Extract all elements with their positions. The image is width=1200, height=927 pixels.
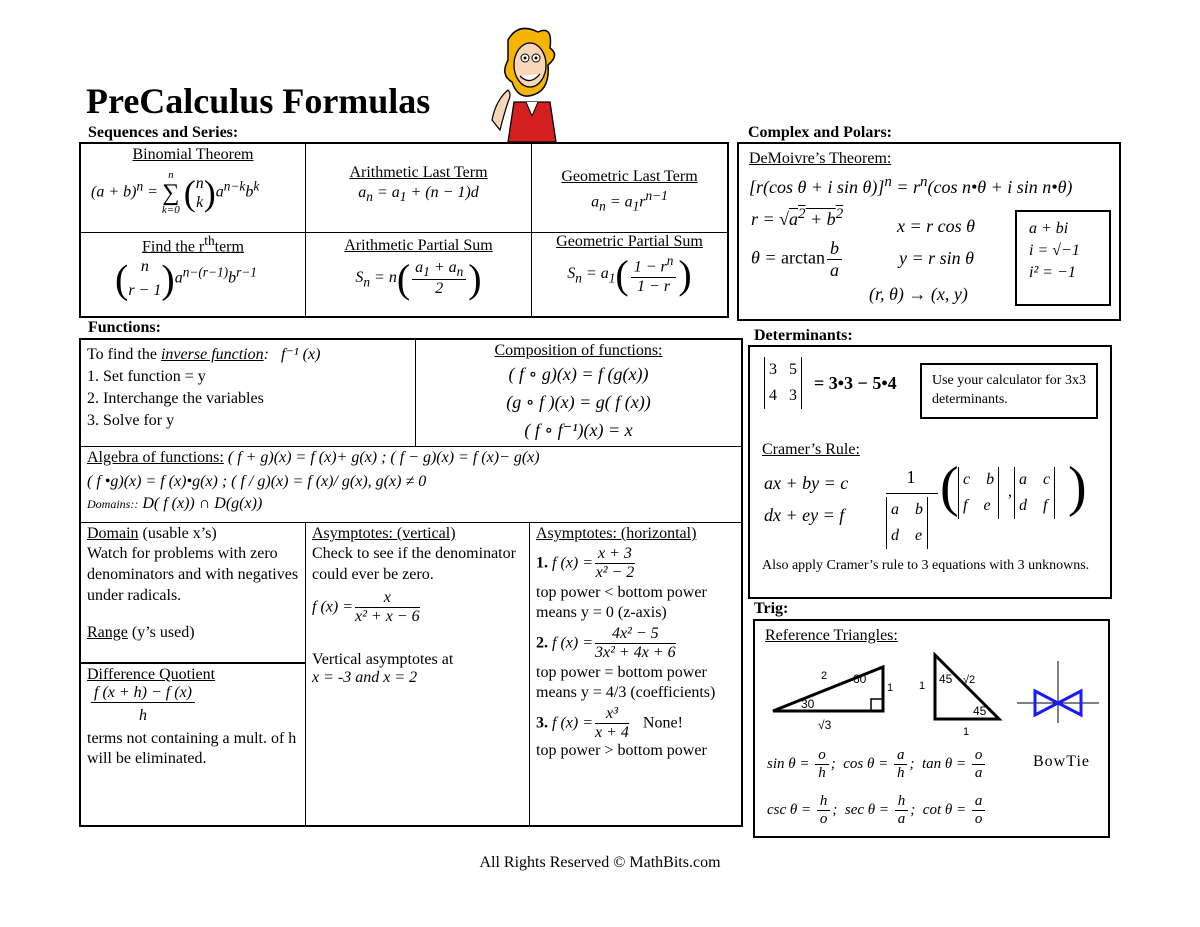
- bowtie-icon: [1013, 657, 1103, 727]
- svg-text:30: 30: [801, 697, 815, 711]
- domain-text: Watch for problems with zero denominators and with negatives under radicals.: [87, 545, 299, 604]
- cramer-one: 1: [906, 467, 916, 487]
- cramer-left-paren: (: [940, 456, 959, 518]
- rth-term-cell: [81, 232, 305, 316]
- diffq-title: Difference Quotient: [87, 666, 216, 683]
- geo-sum-formula: $S_n = a_1$( $\frac{1 - r^n}{1 - r}$ ): [567, 252, 692, 297]
- algebra-title: Algebra of functions:: [87, 449, 224, 466]
- inverse-notation: f⁻¹ (x): [280, 346, 321, 363]
- vasym-title: Asymptotes: (vertical): [312, 525, 456, 542]
- h3-text: top power > bottom power: [536, 742, 707, 760]
- demoivre-formula: [r(cos θ + i $\sin \theta)]^n = r^n(\cos$ n•θ + i sin n•θ): [749, 174, 1073, 197]
- svg-text:√2: √2: [963, 674, 976, 686]
- trig-box: [753, 619, 1110, 838]
- arith-last-title: Arithmetic Last Term: [349, 164, 488, 181]
- arith-last-formula: $a_n = a_1 + (n - 1)d$: [358, 184, 479, 205]
- binomial-title: Binomial Theorem: [132, 146, 254, 163]
- h2-formula: 2. f (x) = $\frac{\text{4x² − 5}}{\text{3x² + 4x + 6}}$: [536, 624, 676, 662]
- svg-text:√3: √3: [818, 718, 832, 732]
- composition-lines: ( f ∘ g)(x) = f (g(x)) (g ∘ f )(x) = g( f (x)) ( f ∘ f⁻¹)(x) = x: [506, 364, 651, 440]
- det-result: = 3•3 − 5•4: [814, 373, 897, 393]
- svg-text:60: 60: [853, 672, 867, 686]
- geo-sum-title: Geometric Partial Sum: [556, 233, 703, 250]
- svg-text:45: 45: [973, 704, 987, 718]
- domain-cell: Domain (usable x’s) Watch for problems with zero denominators and with negatives under radicals. Range (y’s used): [81, 522, 305, 662]
- arith-last-cell: [305, 144, 531, 232]
- polar-map-formula: (r, θ) → (x, y): [869, 284, 968, 304]
- algebra-line2: ( f •g)(x) = f (x)•g(x) ; ( f / g)(x) = f (x)/ g(x), g(x) ≠ 0: [87, 473, 427, 490]
- geo-last-cell: [531, 144, 727, 232]
- vasym-text3: x = -3 and x = 2: [312, 668, 418, 686]
- cramer-right-paren: ): [1068, 456, 1087, 518]
- cramer-also-text: Also apply Cramer’s rule to 3 equations with 3 unknowns.: [762, 558, 1090, 573]
- algebra-cell: Algebra of functions: ( f + g)(x) = f (x)+ g(x) ; ( f − g)(x) = f (x)− g(x) ( f •g)(x) = f (x)•g(x) ; ( f / g)(x) = f (x)/ g(x), g(x) ≠ 0 Domains:: D( f (x)) ∩ D(g(x)): [81, 446, 741, 522]
- cramer-sol-matrix-2: a c d f: [1014, 467, 1055, 519]
- vasym-cell: [305, 522, 529, 825]
- bowtie-label: BowTie: [1033, 753, 1090, 770]
- cramer-fraction-bar: [886, 493, 938, 494]
- determinants-box: [748, 345, 1112, 599]
- rth-term-title: Find the $r^{th}term$: [142, 233, 244, 256]
- theta-formula: θ = arctan $\frac{b}{a}$: [751, 238, 844, 280]
- trig-row1: sin θ = $\frac{o}{h}$ ; cos θ = $\frac{a}{h}$ ; tan θ = $\frac{o}{a}$: [767, 747, 987, 783]
- svg-text:1: 1: [963, 726, 970, 738]
- trig-row2: csc θ = $\frac{h}{o}$ ; sec θ = $\frac{h}{a}$ ; cot θ = $\frac{a}{o}$: [767, 793, 987, 829]
- arith-sum-cell: [305, 232, 531, 316]
- h3-formula: 3. f (x) = $\frac{\text{x³}}{x + 4}$ None!: [536, 704, 683, 741]
- composition-title: Composition of functions:: [494, 342, 663, 359]
- complex-number-box: [1015, 210, 1111, 306]
- geo-last-formula: $a_n = a_1r^{n-1}$: [591, 188, 668, 214]
- domains-line: Domains:: D( f (x)) ∩ D(g(x)): [87, 495, 263, 512]
- sequences-heading: Sequences and Series:: [88, 124, 239, 141]
- cartoon-mascot-image: [478, 20, 568, 142]
- h1-formula: 1. f (x) = $\frac{x + 3}{\text{x² − 2}}$: [536, 545, 635, 582]
- svg-text:1: 1: [919, 680, 926, 692]
- binomial-formula: $(a + b)^n$ = n ∑ k=0 ( n k )$a^{n-k}b^k$: [91, 169, 260, 216]
- vasym-text: Check to see if the denominator could ever be zero.: [312, 545, 516, 583]
- vasym-text2: Vertical asymptotes at: [312, 650, 454, 668]
- cramer-comma: ,: [1008, 483, 1012, 500]
- geo-last-title: Geometric Last Term: [561, 168, 698, 185]
- r-formula: $r = √a^2 + b^2$: [751, 206, 844, 229]
- triangle-45-45-90: [915, 649, 1005, 739]
- svg-text:45: 45: [939, 672, 953, 686]
- inverse-cell: To find the inverse function: f⁻¹ (x) 1. Set function = y 2. Interchange the variables 3. Solve for y: [81, 340, 415, 446]
- h1-text: top power < bottom power means y = 0 (z-axis): [536, 583, 707, 621]
- determinants-heading: Determinants:: [754, 327, 853, 344]
- hasym-title: Asymptotes: (horizontal): [536, 525, 697, 542]
- diffq-cell: [81, 662, 305, 825]
- ref-triangles-title: Reference Triangles:: [765, 627, 898, 644]
- arith-sum-formula: $S_n = n$( $\frac{a_1 + a_n}{2}$ ): [355, 256, 482, 301]
- y-formula: y = r sin θ: [899, 248, 974, 268]
- x-formula: x = r cos θ: [897, 216, 975, 236]
- complex-line3: i² = −1: [1029, 264, 1076, 281]
- demoivre-title: DeMoivre’s Theorem:: [749, 150, 892, 167]
- rth-term-formula: ( n r − 1 )$a^{n-(r-1)}b^{r-1}$: [115, 256, 257, 302]
- cramer-sol-matrix-1: c b f e: [958, 467, 999, 519]
- arith-sum-title: Arithmetic Partial Sum: [344, 237, 493, 254]
- trig-heading: Trig:: [754, 600, 789, 617]
- cramer-equations: ax + by = c dx + ey = f: [764, 473, 849, 525]
- cramer-title: Cramer’s Rule:: [762, 441, 860, 458]
- svg-text:2: 2: [821, 670, 828, 682]
- triangle-30-60-90: [763, 651, 893, 739]
- cramer-den-matrix: a b d e: [886, 497, 928, 549]
- vasym-formula: f (x) = $\frac{x}{\text{x² + x − 6}}$: [312, 589, 420, 626]
- sequences-box: [79, 142, 729, 318]
- hasym-cell: [529, 522, 741, 825]
- functions-heading: Functions:: [88, 319, 161, 336]
- complex-heading: Complex and Polars:: [748, 124, 892, 141]
- diffq-formula: $\frac{f (x + h) - f (x)}{h}$: [91, 684, 195, 729]
- functions-box: [79, 338, 743, 827]
- footer-copyright: All Rights Reserved © MathBits.com: [479, 854, 721, 871]
- composition-cell: [415, 340, 741, 446]
- inverse-steps: 1. Set function = y 2. Interchange the variables 3. Solve for y: [87, 368, 264, 429]
- page-title: PreCalculus Formulas: [86, 81, 431, 121]
- det-matrix: 3 5 4 3: [764, 357, 802, 409]
- calculator-note: Use your calculator for 3x3 determinants.: [920, 363, 1098, 419]
- complex-line1: a + bi: [1029, 220, 1069, 237]
- complex-line2: i = √−1: [1029, 242, 1080, 259]
- geo-sum-cell: [531, 232, 727, 316]
- svg-text:1: 1: [887, 682, 893, 694]
- h2-text: top power = bottom power means y = 4/3 (coefficients): [536, 663, 716, 701]
- binomial-cell: [81, 144, 305, 232]
- diffq-text: terms not containing a mult. of h will be eliminated.: [87, 730, 297, 768]
- complex-box: [737, 142, 1121, 321]
